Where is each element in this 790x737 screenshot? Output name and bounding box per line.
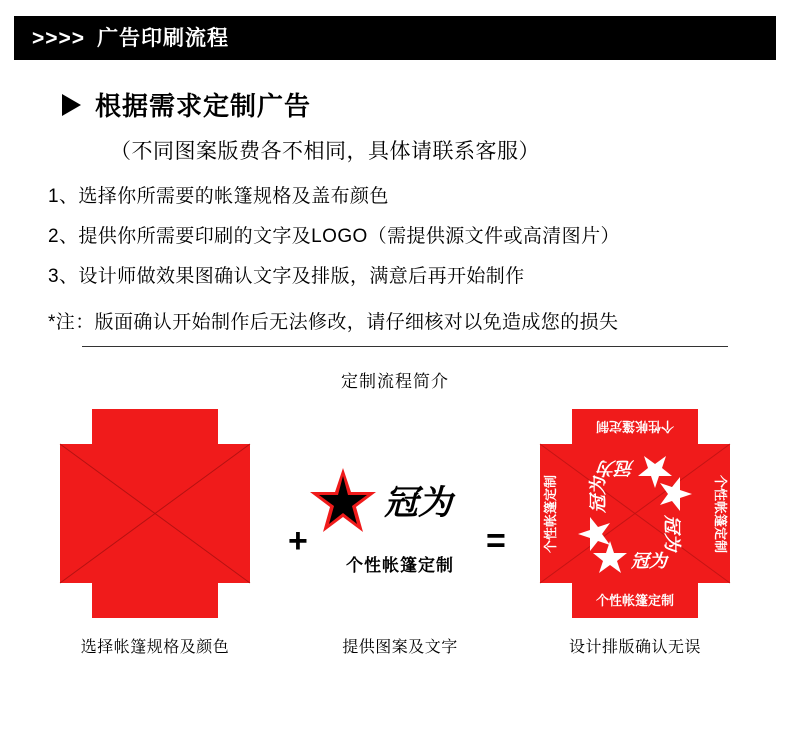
plus-sign: +	[288, 522, 308, 560]
svg-text:个性帐篷定制: 个性帐篷定制	[595, 419, 675, 434]
tent-net-blank-svg	[30, 406, 280, 621]
divider	[82, 346, 728, 347]
logo-block	[310, 466, 490, 576]
section-heading	[62, 86, 790, 123]
flow-diagram	[0, 406, 790, 666]
flow-step-caption: 设计排版确认无误	[568, 639, 701, 656]
list-item: 3、设计师做效果图确认文字及排版，满意后再开始制作	[48, 266, 525, 287]
svg-text:冠为: 冠为	[384, 485, 452, 522]
flow-caption: 定制流程简介	[341, 372, 449, 391]
list-item: 1、选择你所需要的帐篷规格及盖布颜色	[48, 186, 389, 207]
warning-note: *注：版面确认开始制作后无法修改，请仔细核对以免造成您的损失	[48, 312, 619, 333]
logo-wrap	[310, 466, 490, 576]
equals-sign: =	[486, 522, 506, 560]
list-item: 2、提供你所需要印刷的文字及LOGO（需提供源文件或高清图片）	[48, 226, 620, 247]
svg-text:个性帐篷定制: 个性帐篷定制	[543, 474, 558, 554]
svg-text:冠为: 冠为	[598, 458, 634, 478]
tent-net-printed-svg	[510, 406, 760, 621]
svg-text:冠为: 冠为	[631, 551, 667, 571]
header-banner	[14, 16, 776, 60]
svg-text:冠为: 冠为	[662, 515, 682, 551]
svg-text:个性帐篷定制: 个性帐篷定制	[713, 474, 728, 554]
tent-printed-diagram	[510, 406, 760, 626]
logo-caption: 个性帐篷定制	[346, 556, 454, 575]
triangle-bullet-icon	[62, 94, 81, 116]
flow-step-caption: 选择帐篷规格及颜色	[80, 639, 230, 656]
flow-step-caption: 提供图案及文字	[342, 639, 458, 656]
section-subnote: （不同图案版费各不相同，具体请联系客服）	[110, 140, 540, 163]
tent-blank-diagram	[30, 406, 280, 626]
flow-step-captions	[0, 634, 790, 664]
svg-text:个性帐篷定制: 个性帐篷定制	[595, 593, 675, 608]
star-logo-icon	[310, 466, 490, 536]
section-heading-label: 根据需求定制广告	[95, 91, 312, 121]
page-title: 广告印刷流程	[97, 26, 230, 50]
svg-text:冠为: 冠为	[588, 477, 608, 513]
header-arrows-icon: >>>>	[32, 26, 86, 50]
steps-list	[48, 187, 790, 334]
page-root	[0, 16, 790, 737]
